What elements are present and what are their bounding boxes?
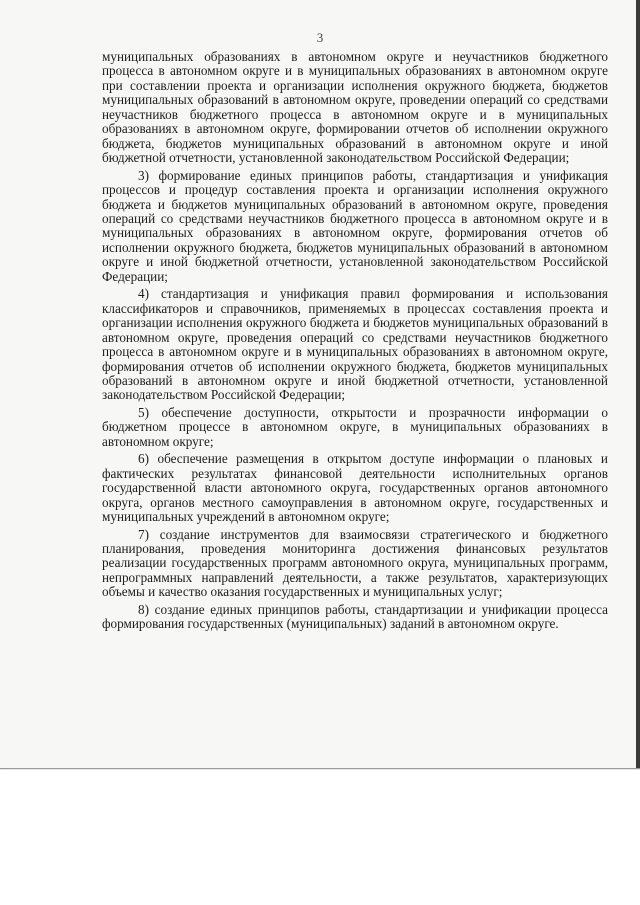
page-number: 3 <box>316 30 324 45</box>
paragraph-continuation: муниципальных образованиях в автономном округе и неучастников бюджетного процесса в автономном округе и в муниципальных образованиях в автономном округе при составлении проекта и организации исполнения окружного бюджета, бюджетов муниципальных образований в автономном округе, проведении операций со средствами неучастников бюджетного процесса в автономном округе и в муниципальных образованиях в автономном округе, формировании отчетов об исполнении окружного бюджета, бюджетов муниципальных образований в автономном округе и иной бюджетной отчетности, установленной законодательством Российской Федерации; <box>102 49 608 166</box>
paragraph-item-4: 4) стандартизация и унификация правил формирования и использования классификаторов и справочников, применяемых в процессах составления проекта и организации исполнения окружного бюджета и бюджетов муниципальных образований в автономном округе, проведения операций со средствами неучастников бюджетного процесса в автономном округе и в муниципальных образованиях в автономном округе, формирования отчетов об исполнении окружного бюджета, бюджетов муниципальных образований в автономном округе и иной бюджетной отчетности, установленной законодательством Российской Федерации; <box>102 286 608 403</box>
blank-area <box>0 770 640 905</box>
paragraph-item-3: 3) формирование единых принципов работы, стандартизация и унификация процессов и процедур составления проекта и организации исполнения окружного бюджета и бюджетов муниципальных образований в автономном округе, проведения операций со средствами неучастников бюджетного процесса в автономном округе и в муниципальных образованиях в автономном округе, формирования отчетов об исполнении окружного бюджета, бюджетов муниципальных образований в автономном округе и иной бюджетной отчетности, установленной законодательством Российской Федерации; <box>102 167 608 284</box>
paragraph-item-6: 6) обеспечение размещения в открытом доступе информации о плановых и фактических результатах финансовой деятельности исполнительных органов государственной власти автономного округа, государственных органов автономного округа, органов местного самоуправления в автономном округе, государственных и муниципальных учреждений в автономном округе; <box>102 451 608 525</box>
paragraph-item-8: 8) создание единых принципов работы, стандартизации и унификации процесса формирования государственных (муниципальных) заданий в автономном округе. <box>102 601 608 632</box>
paragraph-item-5: 5) обеспечение доступности, открытости и прозрачности информации о бюджетном процессе в автономном округе, в муниципальных образованиях в автономном округе; <box>102 404 608 449</box>
paragraph-item-7: 7) создание инструментов для взаимосвязи стратегического и бюджетного планирования, проведения мониторинга достижения финансовых результатов реализации государственных программ автономного округа, муниципальных программ, непрограммных направлений деятельности, а также результатов, характеризующих объемы и качество оказания государственных и муниципальных услуг; <box>102 526 608 600</box>
scan-edge-shadow <box>636 0 640 768</box>
document-body <box>102 50 608 635</box>
